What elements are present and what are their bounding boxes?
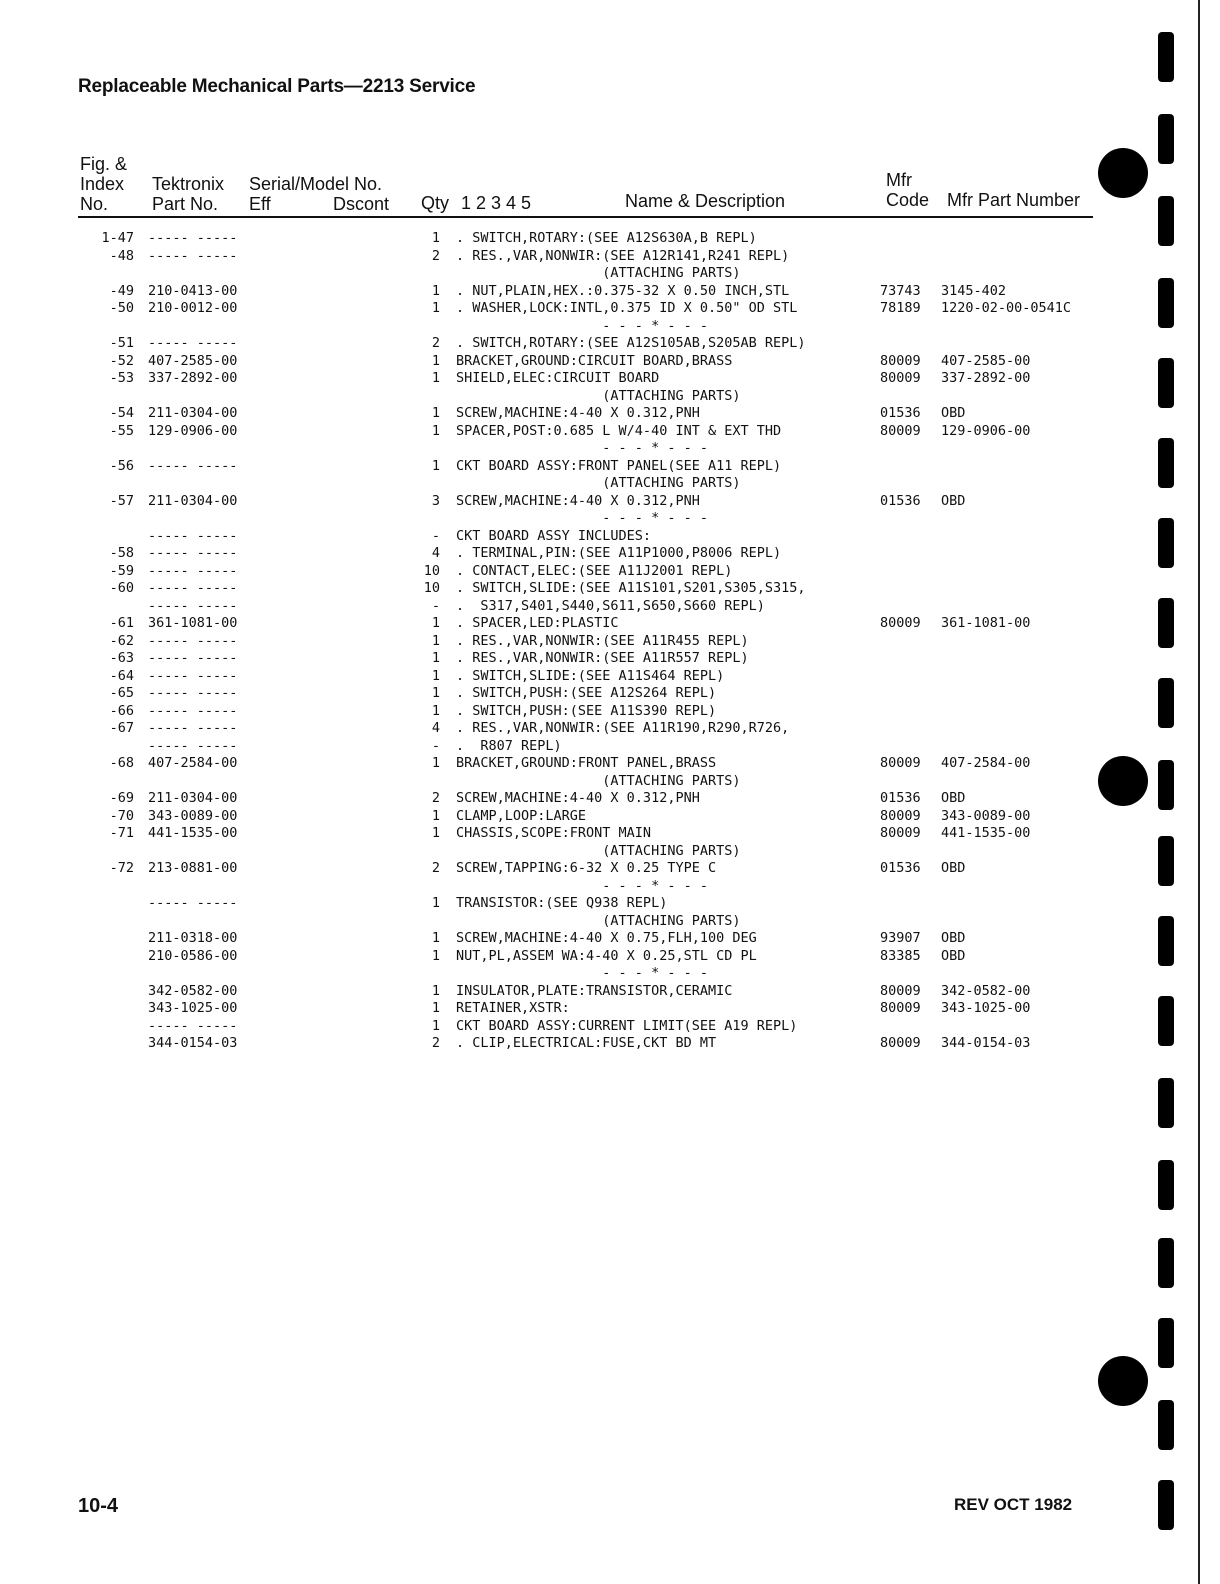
qty-cell: 1 xyxy=(431,1017,440,1034)
qty-cell: 2 xyxy=(431,860,440,876)
mfr-part-cell: 343-1025-00 xyxy=(941,1000,1031,1016)
col-fig-index xyxy=(80,154,127,214)
mfr-part-cell: OBD xyxy=(941,790,966,806)
mfr-part-cell: OBD xyxy=(941,405,966,421)
binder-tab xyxy=(1158,518,1174,568)
binder-tab xyxy=(1158,836,1174,886)
binder-tab xyxy=(1158,1160,1174,1210)
mfr-code-cell: 80009 xyxy=(880,825,921,841)
description-cell: . CONTACT,ELEC:(SEE A11J2001 REPL) xyxy=(456,562,733,579)
table-row xyxy=(0,1035,1100,1053)
mfr-part-cell: 407-2584-00 xyxy=(941,755,1031,771)
table-row xyxy=(0,965,1100,983)
parts-list xyxy=(0,230,1100,1053)
table-row xyxy=(0,983,1100,1001)
qty-cell: 2 xyxy=(431,335,440,351)
qty-cell: 1 xyxy=(431,807,440,824)
binder-tab xyxy=(1158,1400,1174,1450)
part-number-cell: ----- ----- xyxy=(148,247,238,264)
mfr-part-cell: OBD xyxy=(941,492,966,509)
description-cell: CKT BOARD ASSY INCLUDES: xyxy=(456,527,652,544)
part-number-cell: ----- ----- xyxy=(148,527,238,544)
mfr-part-cell: 344-0154-03 xyxy=(941,1035,1031,1051)
description-cell: . SWITCH,ROTARY:(SEE A12S105AB,S205AB REPL) xyxy=(456,335,806,351)
description-cell: . SWITCH,ROTARY:(SEE A12S630A,B REPL) xyxy=(456,230,757,246)
col-tek-part-line1: Tektronix xyxy=(152,174,225,194)
table-row xyxy=(0,895,1100,913)
description-cell: - - - * - - - xyxy=(456,440,708,456)
part-number-cell: 343-0089-00 xyxy=(148,807,238,824)
binder-tab xyxy=(1158,32,1174,82)
index-cell: -54 xyxy=(109,405,134,421)
mfr-part-cell: 407-2585-00 xyxy=(941,352,1031,369)
index-cell: -57 xyxy=(109,492,134,509)
description-cell: RETAINER,XSTR: xyxy=(456,1000,570,1016)
qty-cell: 1 xyxy=(431,895,440,911)
header-rule xyxy=(78,216,1093,218)
page-number: 10-4 xyxy=(78,1495,119,1517)
col-levels: 1 2 3 4 5 xyxy=(461,193,532,213)
qty-cell: 1 xyxy=(431,930,440,946)
description-cell: . SWITCH,PUSH:(SEE A12S264 REPL) xyxy=(456,685,717,701)
description-cell: - - - * - - - xyxy=(456,317,708,334)
mfr-part-cell: 343-0089-00 xyxy=(941,807,1031,824)
mfr-part-cell: 342-0582-00 xyxy=(941,982,1031,999)
table-row xyxy=(0,930,1100,948)
part-number-cell: ----- ----- xyxy=(148,632,238,649)
index-cell: -70 xyxy=(109,807,134,824)
description-cell: . S317,S401,S440,S611,S650,S660 REPL) xyxy=(456,597,765,614)
mfr-part-cell: 3145-402 xyxy=(941,282,1007,299)
col-mfr-code-line1: Mfr xyxy=(886,170,912,190)
description-cell: INSULATOR,PLATE:TRANSISTOR,CERAMIC xyxy=(456,982,733,999)
part-number-cell: ----- ----- xyxy=(148,597,238,614)
part-number-cell: ----- ----- xyxy=(148,720,238,736)
part-number-cell: ----- ----- xyxy=(148,562,238,579)
description-cell: . TERMINAL,PIN:(SEE A11P1000,P8006 REPL) xyxy=(456,545,782,561)
col-qty: Qty xyxy=(421,193,450,213)
table-row xyxy=(0,878,1100,896)
col-tek-part-line2: Part No. xyxy=(152,194,219,214)
description-cell: NUT,PL,ASSEM WA:4-40 X 0.25,STL CD PL xyxy=(456,947,757,964)
table-row xyxy=(0,405,1100,423)
table-row xyxy=(0,458,1100,476)
part-number-cell: 211-0304-00 xyxy=(148,405,238,421)
qty-cell: 1 xyxy=(431,1000,440,1016)
qty-cell: - xyxy=(431,527,440,544)
binder-tab xyxy=(1158,196,1174,246)
description-cell: . NUT,PLAIN,HEX.:0.375-32 X 0.50 INCH,STL xyxy=(456,282,790,299)
part-number-cell: ----- ----- xyxy=(148,702,238,719)
qty-cell: 1 xyxy=(431,755,440,771)
table-row xyxy=(0,668,1100,686)
qty-cell: 1 xyxy=(431,405,440,421)
col-serial-label: Serial/Model No. xyxy=(249,174,383,194)
mfr-code-cell: 80009 xyxy=(880,352,921,369)
qty-cell: 1 xyxy=(431,457,440,474)
description-cell: . R807 REPL) xyxy=(456,737,562,754)
qty-cell: 1 xyxy=(431,702,440,719)
description-cell: SPACER,POST:0.685 L W/4-40 INT & EXT THD xyxy=(456,422,782,439)
mfr-part-cell: 129-0906-00 xyxy=(941,422,1031,439)
description-cell: CHASSIS,SCOPE:FRONT MAIN xyxy=(456,825,652,841)
description-cell: SCREW,MACHINE:4-40 X 0.312,PNH xyxy=(456,492,700,509)
qty-cell: 1 xyxy=(431,947,440,964)
mfr-code-cell: 01536 xyxy=(880,492,921,509)
mfr-part-cell: 441-1535-00 xyxy=(941,825,1031,841)
description-cell: SCREW,MACHINE:4-40 X 0.312,PNH xyxy=(456,790,700,806)
qty-cell: 2 xyxy=(431,790,440,806)
description-cell: SCREW,TAPPING:6-32 X 0.25 TYPE C xyxy=(456,860,717,876)
mfr-part-cell: OBD xyxy=(941,860,966,876)
description-cell: . RES.,VAR,NONWIR:(SEE A11R455 REPL) xyxy=(456,632,749,649)
col-dscont: Dscont xyxy=(333,194,390,214)
binder-hole xyxy=(1098,756,1148,806)
mfr-code-cell: 73743 xyxy=(880,282,921,299)
index-cell: -67 xyxy=(109,720,134,736)
part-number-cell: 211-0318-00 xyxy=(148,930,238,946)
table-row xyxy=(0,860,1100,878)
col-serial xyxy=(249,174,382,194)
index-cell: -53 xyxy=(109,370,134,386)
description-cell: . SPACER,LED:PLASTIC xyxy=(456,615,619,631)
col-fig-index-line1: Fig. & xyxy=(80,154,128,174)
qty-cell: 4 xyxy=(431,720,440,736)
col-mfr-code xyxy=(886,170,929,210)
qty-cell: 1 xyxy=(431,632,440,649)
table-row xyxy=(0,948,1100,966)
table-row xyxy=(0,598,1100,616)
col-fig-index-line3: No. xyxy=(80,194,109,214)
binder-tab xyxy=(1158,1078,1174,1128)
col-mfr-code-line2: Code xyxy=(886,190,930,210)
part-number-cell: ----- ----- xyxy=(148,737,238,754)
table-row xyxy=(0,265,1100,283)
table-row xyxy=(0,580,1100,598)
page-edge xyxy=(1198,0,1220,1584)
qty-cell: 1 xyxy=(431,282,440,299)
index-cell: -60 xyxy=(109,580,134,596)
table-row xyxy=(0,563,1100,581)
qty-cell: 1 xyxy=(431,825,440,841)
index-cell: -63 xyxy=(109,650,134,666)
index-cell: -49 xyxy=(109,282,134,299)
index-cell: -71 xyxy=(109,825,134,841)
mfr-part-cell: 1220-02-00-0541C xyxy=(941,300,1072,316)
mfr-part-cell: 361-1081-00 xyxy=(941,615,1031,631)
index-cell: -68 xyxy=(109,755,134,771)
table-row xyxy=(0,633,1100,651)
qty-cell: - xyxy=(431,597,440,614)
table-row xyxy=(0,1000,1100,1018)
description-cell: CKT BOARD ASSY:FRONT PANEL(SEE A11 REPL) xyxy=(456,457,782,474)
qty-cell: 3 xyxy=(431,492,440,509)
table-row xyxy=(0,475,1100,493)
description-cell: SHIELD,ELEC:CIRCUIT BOARD xyxy=(456,370,660,386)
part-number-cell: ----- ----- xyxy=(148,650,238,666)
qty-cell: 2 xyxy=(431,1035,440,1051)
index-cell: -55 xyxy=(109,422,134,439)
mfr-code-cell: 93907 xyxy=(880,930,921,946)
index-cell: -65 xyxy=(109,685,134,701)
binder-tab xyxy=(1158,760,1174,810)
table-row xyxy=(0,545,1100,563)
table-row xyxy=(0,283,1100,301)
part-number-cell: ----- ----- xyxy=(148,895,238,911)
table-row xyxy=(0,913,1100,931)
part-number-cell: 407-2584-00 xyxy=(148,755,238,771)
index-cell: -58 xyxy=(109,545,134,561)
col-mfr-part: Mfr Part Number xyxy=(947,190,1081,210)
description-cell: . CLIP,ELECTRICAL:FUSE,CKT BD MT xyxy=(456,1035,717,1051)
binder-tab xyxy=(1158,1318,1174,1368)
table-row xyxy=(0,808,1100,826)
part-number-cell: ----- ----- xyxy=(148,685,238,701)
binder-tab xyxy=(1158,996,1174,1046)
description-cell: - - - * - - - xyxy=(456,510,708,526)
qty-cell: 1 xyxy=(431,352,440,369)
description-cell: . WASHER,LOCK:INTL,0.375 ID X 0.50" OD STL xyxy=(456,300,798,316)
index-cell: -52 xyxy=(109,352,134,369)
part-number-cell: ----- ----- xyxy=(148,545,238,561)
description-cell: (ATTACHING PARTS) xyxy=(456,265,741,281)
qty-cell: 1 xyxy=(431,667,440,684)
description-cell: . RES.,VAR,NONWIR:(SEE A11R190,R290,R726, xyxy=(456,720,790,736)
qty-cell: 1 xyxy=(431,422,440,439)
binder-tab xyxy=(1158,1238,1174,1288)
description-cell: (ATTACHING PARTS) xyxy=(456,475,741,491)
index-cell: -64 xyxy=(109,667,134,684)
table-row xyxy=(0,510,1100,528)
binder-tab xyxy=(1158,1480,1174,1530)
table-row xyxy=(0,1018,1100,1036)
mfr-code-cell: 80009 xyxy=(880,422,921,439)
table-row xyxy=(0,493,1100,511)
binder-hole xyxy=(1098,148,1148,198)
part-number-cell: 213-0881-00 xyxy=(148,860,238,876)
index-cell: 1-47 xyxy=(101,230,134,246)
description-cell: - - - * - - - xyxy=(456,965,708,981)
table-row xyxy=(0,388,1100,406)
col-tek-part xyxy=(152,174,224,214)
binder-tab xyxy=(1158,916,1174,966)
description-cell: SCREW,MACHINE:4-40 X 0.312,PNH xyxy=(456,405,700,421)
part-number-cell: 361-1081-00 xyxy=(148,615,238,631)
qty-cell: 2 xyxy=(431,247,440,264)
revision-date: REV OCT 1982 xyxy=(954,1495,1073,1514)
mfr-code-cell: 83385 xyxy=(880,947,921,964)
index-cell: -69 xyxy=(109,790,134,806)
description-cell: (ATTACHING PARTS) xyxy=(456,772,741,789)
description-cell: CLAMP,LOOP:LARGE xyxy=(456,807,587,824)
index-cell: -66 xyxy=(109,702,134,719)
table-row xyxy=(0,738,1100,756)
part-number-cell: 344-0154-03 xyxy=(148,1035,238,1051)
part-number-cell: 342-0582-00 xyxy=(148,982,238,999)
part-number-cell: 129-0906-00 xyxy=(148,422,238,439)
col-eff: Eff xyxy=(249,194,271,214)
index-cell: -51 xyxy=(109,335,134,351)
part-number-cell: ----- ----- xyxy=(148,667,238,684)
index-cell: -61 xyxy=(109,615,134,631)
mfr-code-cell: 01536 xyxy=(880,790,921,806)
description-cell: . RES.,VAR,NONWIR:(SEE A11R557 REPL) xyxy=(456,650,749,666)
description-cell: . SWITCH,SLIDE:(SEE A11S101,S201,S305,S315, xyxy=(456,580,806,596)
description-cell: BRACKET,GROUND:FRONT PANEL,BRASS xyxy=(456,755,717,771)
table-row xyxy=(0,825,1100,843)
binder-tab xyxy=(1158,678,1174,728)
page-title: Replaceable Mechanical Parts—2213 Service xyxy=(78,76,476,97)
table-row xyxy=(0,720,1100,738)
part-number-cell: 407-2585-00 xyxy=(148,352,238,369)
binder-tab xyxy=(1158,438,1174,488)
binder-tab xyxy=(1158,598,1174,648)
mfr-part-cell: OBD xyxy=(941,947,966,964)
table-row xyxy=(0,703,1100,721)
description-cell: (ATTACHING PARTS) xyxy=(456,912,741,929)
table-row xyxy=(0,650,1100,668)
table-row xyxy=(0,773,1100,791)
qty-cell: 1 xyxy=(431,982,440,999)
qty-cell: 4 xyxy=(431,545,440,561)
binder-tab xyxy=(1158,358,1174,408)
qty-cell: 1 xyxy=(431,615,440,631)
table-row xyxy=(0,423,1100,441)
index-cell: -50 xyxy=(109,300,134,316)
description-cell: . RES.,VAR,NONWIR:(SEE A12R141,R241 REPL) xyxy=(456,247,790,264)
index-cell: -56 xyxy=(109,457,134,474)
table-row xyxy=(0,685,1100,703)
col-name-desc: Name & Description xyxy=(625,191,786,211)
table-row xyxy=(0,353,1100,371)
part-number-cell: 337-2892-00 xyxy=(148,370,238,386)
table-row xyxy=(0,440,1100,458)
mfr-code-cell: 80009 xyxy=(880,615,921,631)
mfr-part-cell: OBD xyxy=(941,930,966,946)
table-row xyxy=(0,790,1100,808)
part-number-cell: ----- ----- xyxy=(148,580,238,596)
index-cell: -59 xyxy=(109,562,134,579)
qty-cell: 1 xyxy=(431,650,440,666)
part-number-cell: 210-0012-00 xyxy=(148,300,238,316)
part-number-cell: ----- ----- xyxy=(148,230,238,246)
qty-cell: 10 xyxy=(423,562,440,579)
part-number-cell: 211-0304-00 xyxy=(148,790,238,806)
binder-tab xyxy=(1158,278,1174,328)
part-number-cell: ----- ----- xyxy=(148,457,238,474)
table-row xyxy=(0,370,1100,388)
mfr-code-cell: 78189 xyxy=(880,300,921,316)
index-cell: -72 xyxy=(109,860,134,876)
table-row xyxy=(0,615,1100,633)
qty-cell: 1 xyxy=(431,370,440,386)
table-row xyxy=(0,335,1100,353)
mfr-code-cell: 80009 xyxy=(880,807,921,824)
part-number-cell: ----- ----- xyxy=(148,1017,238,1034)
description-cell: . SWITCH,SLIDE:(SEE A11S464 REPL) xyxy=(456,667,725,684)
table-row xyxy=(0,843,1100,861)
mfr-code-cell: 80009 xyxy=(880,755,921,771)
mfr-code-cell: 80009 xyxy=(880,982,921,999)
qty-cell: 1 xyxy=(431,685,440,701)
index-cell: -62 xyxy=(109,632,134,649)
description-cell: CKT BOARD ASSY:CURRENT LIMIT(SEE A19 REPL) xyxy=(456,1017,798,1034)
mfr-code-cell: 80009 xyxy=(880,1035,921,1051)
part-number-cell: 210-0586-00 xyxy=(148,947,238,964)
qty-cell: 1 xyxy=(431,230,440,246)
part-number-cell: 210-0413-00 xyxy=(148,282,238,299)
mfr-code-cell: 80009 xyxy=(880,1000,921,1016)
mfr-part-cell: 337-2892-00 xyxy=(941,370,1031,386)
table-row xyxy=(0,300,1100,318)
part-number-cell: ----- ----- xyxy=(148,335,238,351)
part-number-cell: 211-0304-00 xyxy=(148,492,238,509)
table-row xyxy=(0,230,1100,248)
part-number-cell: 343-1025-00 xyxy=(148,1000,238,1016)
description-cell: BRACKET,GROUND:CIRCUIT BOARD,BRASS xyxy=(456,352,733,369)
description-cell: - - - * - - - xyxy=(456,877,708,894)
description-cell: TRANSISTOR:(SEE Q938 REPL) xyxy=(456,895,668,911)
description-cell: (ATTACHING PARTS) xyxy=(456,387,741,404)
index-cell: -48 xyxy=(109,247,134,264)
part-number-cell: 441-1535-00 xyxy=(148,825,238,841)
mfr-code-cell: 80009 xyxy=(880,370,921,386)
qty-cell: - xyxy=(431,737,440,754)
mfr-code-cell: 01536 xyxy=(880,405,921,421)
description-cell: (ATTACHING PARTS) xyxy=(456,842,741,859)
col-fig-index-line2: Index xyxy=(80,174,125,194)
binder-hole xyxy=(1098,1356,1148,1406)
table-row xyxy=(0,528,1100,546)
table-row xyxy=(0,248,1100,266)
table-row xyxy=(0,318,1100,336)
binder-tab xyxy=(1158,114,1174,164)
description-cell: SCREW,MACHINE:4-40 X 0.75,FLH,100 DEG xyxy=(456,930,757,946)
table-row xyxy=(0,755,1100,773)
mfr-code-cell: 01536 xyxy=(880,860,921,876)
qty-cell: 1 xyxy=(431,300,440,316)
description-cell: . SWITCH,PUSH:(SEE A11S390 REPL) xyxy=(456,702,717,719)
qty-cell: 10 xyxy=(423,580,440,596)
